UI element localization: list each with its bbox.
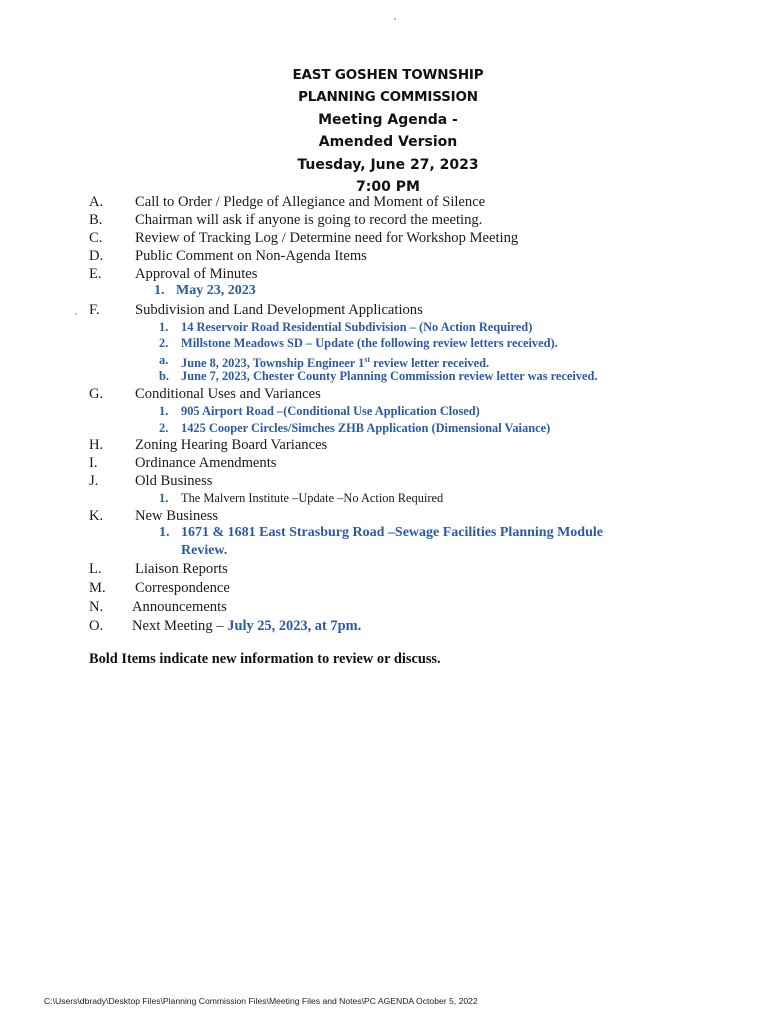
- agenda-text: Ordinance Amendments: [135, 455, 277, 471]
- agenda-text: Announcements: [132, 599, 227, 615]
- document-version: Amended Version: [318, 134, 458, 151]
- bold-items-note: Bold Items indicate new information to review or discuss.: [89, 651, 441, 667]
- township-name: EAST GOSHEN TOWNSHIP: [292, 67, 484, 83]
- file-path-footer: C:\Users\dbrady\Desktop Files\Planning Commission Files\Meeting Files and Notes\PC AGENDA October 5, 2022: [44, 996, 478, 1006]
- sub-item-text: 1425 Cooper Circles/Simches ZHB Application (Dimensional Vaiance): [181, 421, 551, 435]
- agenda-text: Old Business: [135, 473, 213, 489]
- agenda-letter: H.: [89, 437, 104, 453]
- sub-item-number: 2.: [159, 336, 169, 350]
- agenda-text: New Business: [135, 508, 219, 524]
- agenda-text: Subdivision and Land Development Applications: [135, 302, 423, 318]
- ordinal-suffix: st: [364, 355, 371, 364]
- sub-item-text: May 23, 2023: [176, 283, 256, 298]
- agenda-text: Correspondence: [135, 580, 230, 596]
- sub-item-letter: a.: [159, 353, 169, 367]
- sub-item-text: 905 Airport Road –(Conditional Use Application Closed): [181, 404, 480, 418]
- agenda-text: Review of Tracking Log / Determine need for Workshop Meeting: [135, 230, 519, 246]
- meeting-time: 7:00 PM: [356, 179, 420, 196]
- sub-item-text: The Malvern Institute –Update –No Action Required: [181, 491, 444, 505]
- sub-item-text-rest: review letter received.: [370, 356, 490, 371]
- agenda-text: Chairman will ask if anyone is going to record the meeting.: [135, 212, 483, 228]
- agenda-letter: B.: [89, 212, 103, 228]
- agenda-letter: D.: [89, 248, 104, 264]
- agenda-text: Call to Order / Pledge of Allegiance and Moment of Silence: [135, 194, 486, 210]
- next-meeting-date: July 25, 2023, at 7pm.: [227, 618, 362, 634]
- agenda-letter: I.: [89, 455, 98, 471]
- agenda-text: Conditional Uses and Variances: [135, 386, 321, 402]
- agenda-letter: J.: [89, 473, 99, 489]
- sub-item-number: 1.: [159, 320, 169, 334]
- agenda-letter: K.: [89, 508, 104, 524]
- sub-item-letter: b.: [159, 369, 169, 383]
- document-title: Meeting Agenda -: [318, 111, 458, 128]
- commission-name: PLANNING COMMISSION: [298, 89, 478, 106]
- next-meeting-label: Next Meeting –: [132, 618, 228, 634]
- agenda-letter: L.: [89, 561, 102, 577]
- sub-item-text: June 7, 2023, Chester County Planning Commission review letter was received.: [181, 369, 598, 383]
- sub-item-text: 14 Reservoir Road Residential Subdivision – (No Action Required): [181, 320, 533, 334]
- sub-item-number: 1.: [159, 404, 169, 418]
- agenda-letter: O.: [89, 618, 104, 634]
- agenda-letter: N.: [89, 599, 104, 615]
- sub-item-number: 2.: [159, 421, 169, 435]
- agenda-text: Liaison Reports: [135, 561, 228, 577]
- sub-item-text-main: June 8, 2023, Township Engineer 1: [181, 356, 365, 371]
- agenda-text: Public Comment on Non-Agenda Items: [135, 248, 367, 264]
- agenda-letter: G.: [89, 386, 104, 402]
- sub-item-number: 1.: [159, 491, 169, 505]
- agenda-letter: A.: [89, 194, 104, 210]
- scan-speck: [75, 313, 77, 315]
- sub-item-text-line2: Review.: [181, 543, 228, 558]
- sub-item-number: 1.: [159, 525, 170, 540]
- agenda-letter: E.: [89, 266, 102, 282]
- agenda-header: [0, 64, 770, 198]
- agenda-text: Approval of Minutes: [135, 266, 258, 282]
- sub-item-number: 1.: [154, 283, 165, 298]
- agenda-letter: M.: [89, 580, 106, 596]
- agenda-text: [132, 617, 361, 635]
- sub-item-text-line1: 1671 & 1681 East Strasburg Road –Sewage Facilities Planning Module: [181, 525, 603, 540]
- meeting-date: Tuesday, June 27, 2023: [297, 156, 479, 173]
- scan-speck: [394, 18, 396, 20]
- agenda-letter: C.: [89, 230, 103, 246]
- sub-item-text: Millstone Meadows SD – Update (the following review letters received).: [181, 336, 558, 350]
- agenda-text: Zoning Hearing Board Variances: [135, 437, 328, 453]
- agenda-letter: F.: [89, 302, 100, 318]
